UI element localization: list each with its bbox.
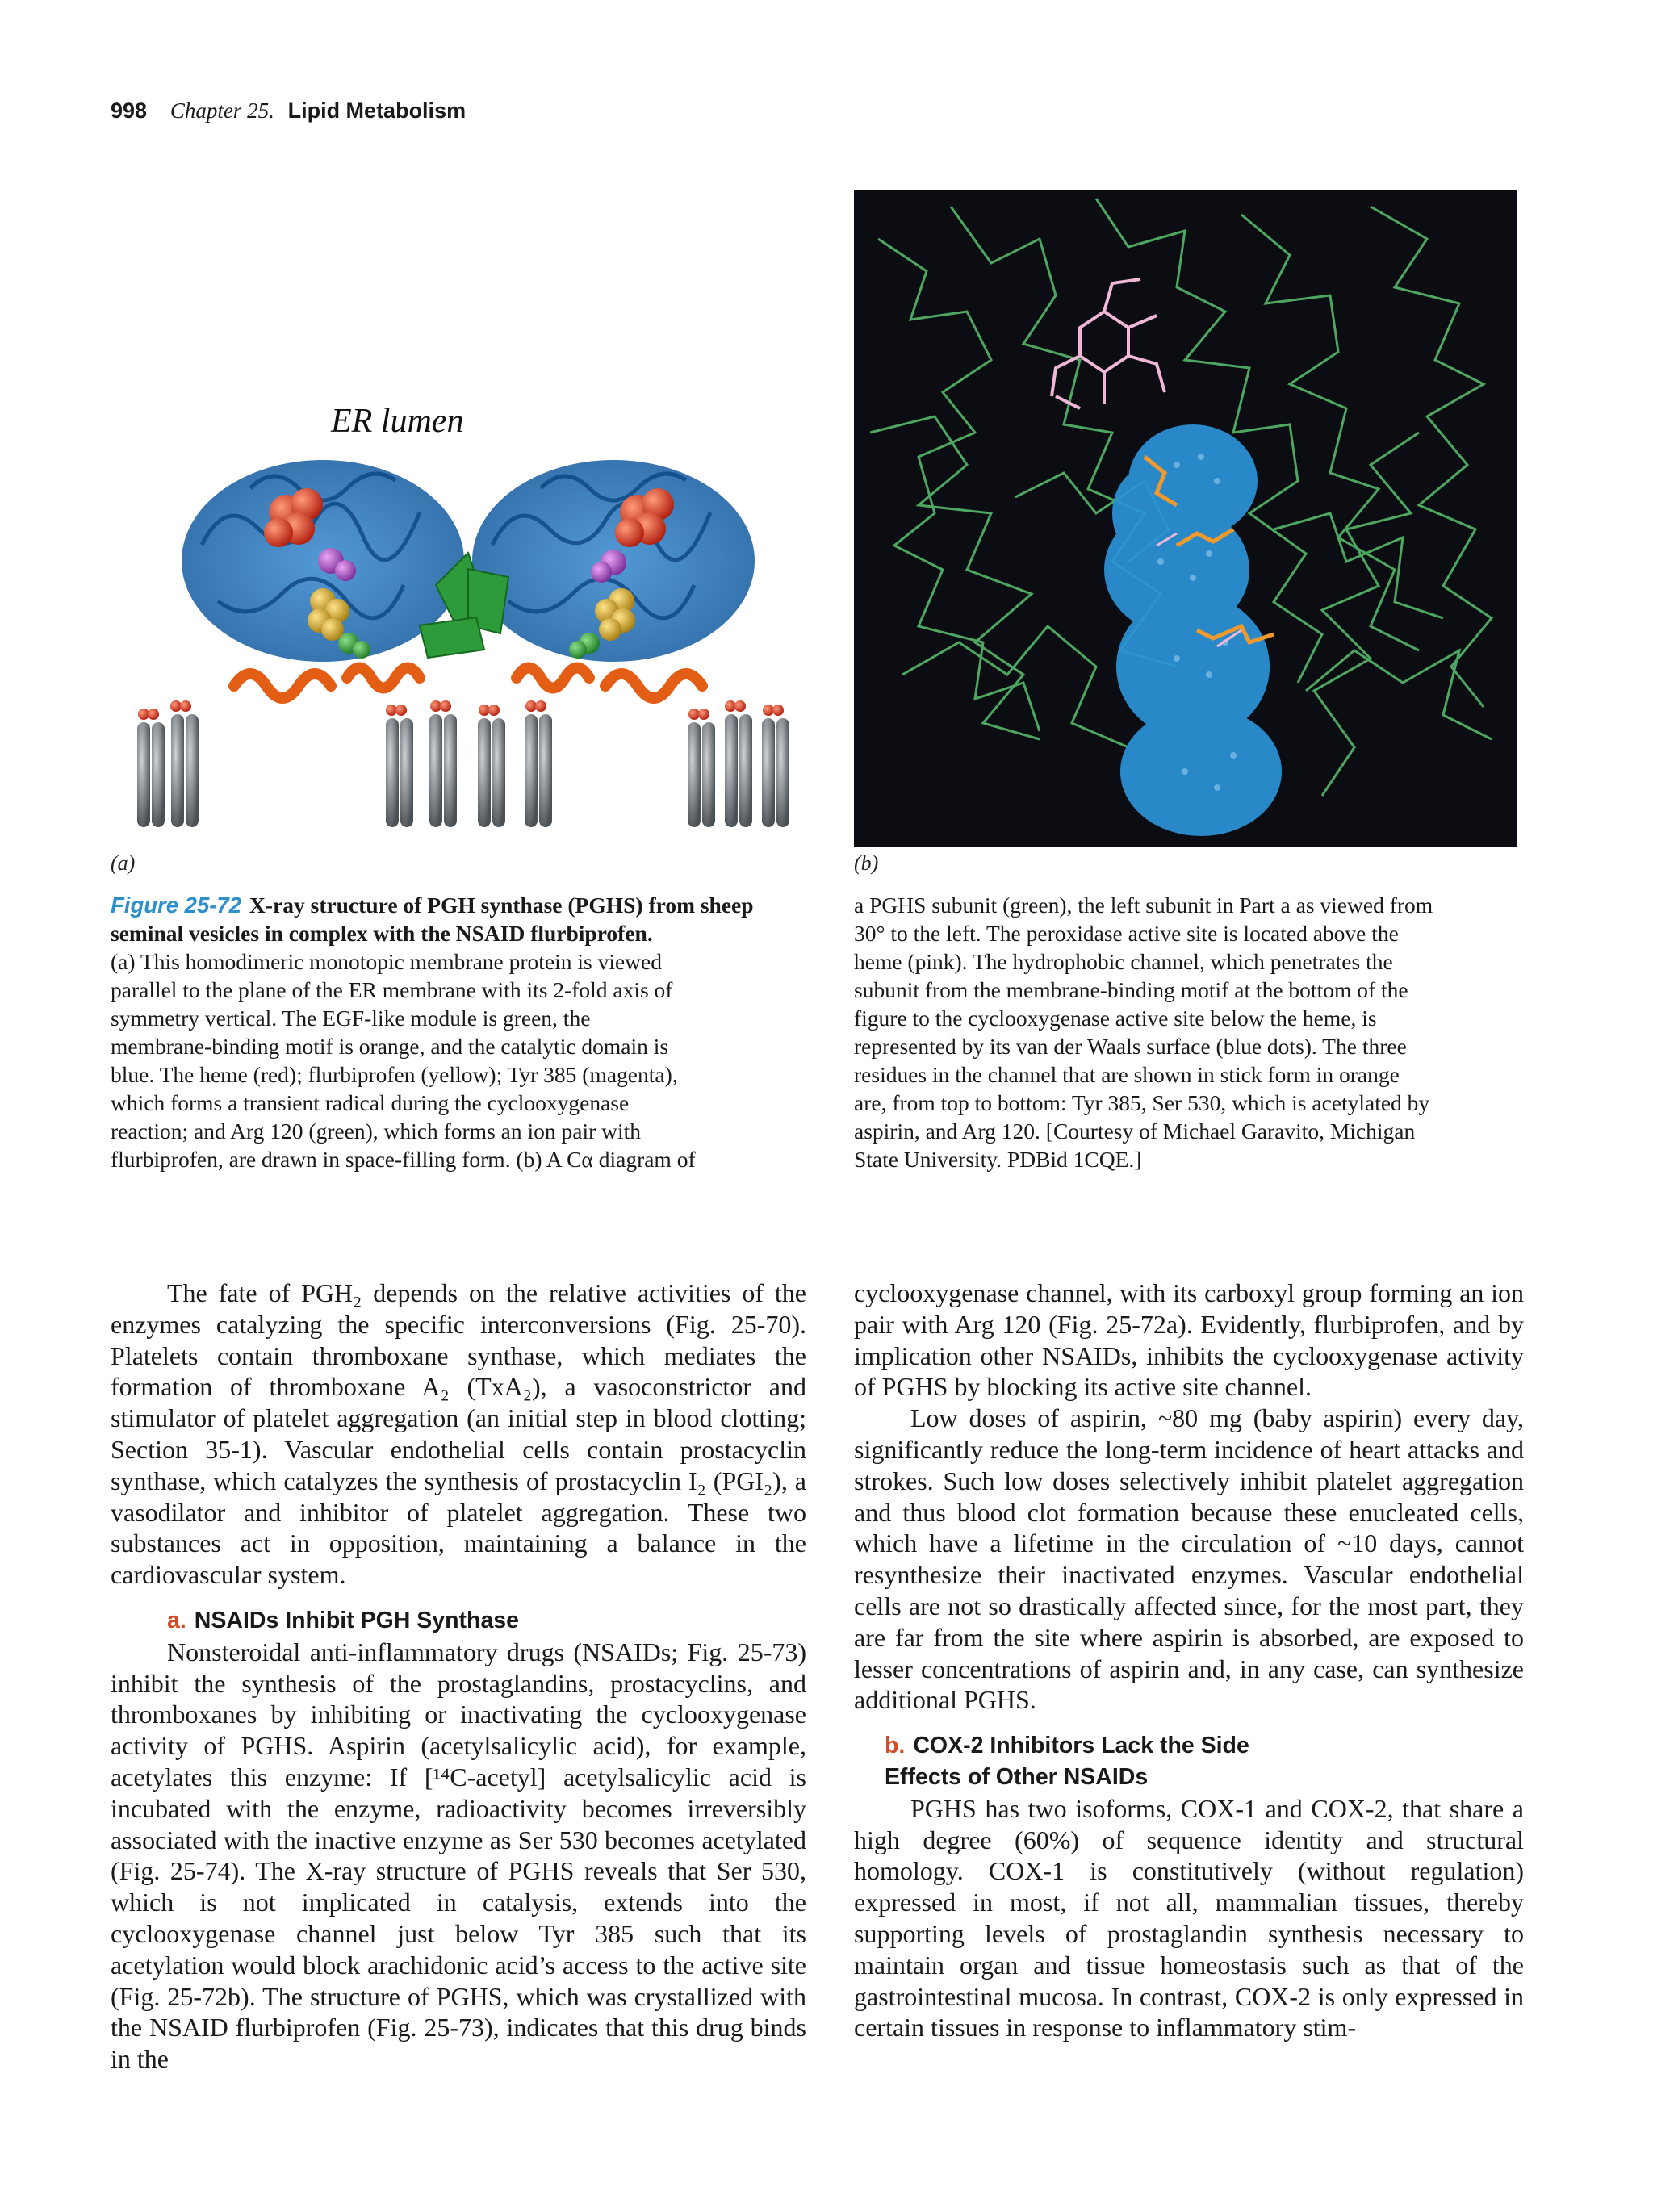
caption-line: flurbiprofen, are drawn in space-filling form. (b) A Cα diagram of bbox=[111, 1147, 696, 1172]
caption-line: parallel to the plane of the ER membrane with its 2-fold axis of bbox=[111, 977, 673, 1002]
panel-b-label: (b) bbox=[854, 851, 879, 875]
figure-caption-left bbox=[111, 891, 806, 1173]
caption-title: X-ray structure of PGH synthase (PGHS) from sheep seminal vesicles in complex with the NSAID flurbiprofen. bbox=[111, 893, 754, 946]
section-title: NSAIDs Inhibit PGH Synthase bbox=[194, 1607, 520, 1633]
figure-number: Figure 25-72 bbox=[111, 893, 242, 918]
paragraph-cox-isoforms: PGHS has two isoforms, COX-1 and COX-2, that share a high degree (60%) of sequence identity and structural homology. COX-1 is constitutively (without regulation) expressed in most, if not all, mammalian tissues, thereby supporting levels of prostaglandin synthesis necessary to maintain organ and tissue homeostasis such as that of the gastrointestinal mucosa. In contrast, COX-2 is only expressed in certain tissues in response to inflammatory stim- bbox=[854, 1793, 1524, 2043]
paragraph-low-dose-aspirin: Low doses of aspirin, ~80 mg (baby aspirin) every day, significantly reduce the long-term incidence of heart attacks and strokes. Such low doses selectively inhibit platelet aggregation and thus blood clot formation because these enucleated cells, which have a lifetime in the circulation of ~10 days, cannot resynthesize their inactivated enzymes. Vascular endothelial cells are not so drastically affected since, for the most part, they are far from the site where aspirin is absorbed, are exposed to lesser concentrations of aspirin and, in any case, can synthesize additional PGHS. bbox=[854, 1403, 1524, 1715]
caption-line: subunit from the membrane-binding motif at the bottom of the bbox=[854, 977, 1408, 1002]
body-column-right bbox=[854, 1277, 1524, 2043]
section-letter: b. bbox=[885, 1733, 906, 1759]
figure-panel-a-image bbox=[129, 383, 806, 835]
caption-line: (a) This homodimeric monotopic membrane protein is viewed bbox=[111, 949, 663, 974]
page-number: 998 bbox=[111, 98, 148, 123]
figure-panel-b-image bbox=[854, 190, 1517, 847]
section-heading-a bbox=[167, 1605, 806, 1637]
caption-line: blue. The heme (red); flurbiprofen (yellow); Tyr 385 (magenta), bbox=[111, 1062, 678, 1087]
caption-line: are, from top to bottom: Tyr 385, Ser 530, which is acetylated by bbox=[854, 1090, 1430, 1115]
body-column-left bbox=[111, 1277, 806, 2075]
caption-line: figure to the cyclooxygenase active site below the heme, is bbox=[854, 1006, 1377, 1031]
caption-line: 30° to the left. The peroxidase active site is located above the bbox=[854, 921, 1399, 946]
er-lumen-label: ER lumen bbox=[331, 403, 464, 440]
paragraph-nsaids: Nonsteroidal anti-inflammatory drugs (NSAIDs; Fig. 25-73) inhibit the synthesis of the prostaglandins, prostacyclins, and thromboxanes by inhibiting or inactivating the cyclooxygenase activity of PGHS. Aspirin (acetylsalicylic acid), for example, acetylates this enzyme: If [¹⁴C-acetyl] acetylsalicylic acid is incubated with the enzyme, radioactivity becomes irreversibly associated with the inactive enzyme as Ser 530 becomes acetylated (Fig. 25-74). The X-ray structure of PGHS reveals that Ser 530, which is not implicated in catalysis, extends into the cyclooxygenase channel just below Tyr 385 such that its acetylation would block arachidonic acid’s access to the active site (Fig. 25-72b). The structure of PGHS, which was crystallized with the NSAID flurbiprofen (Fig. 25-73), indicates that this drug binds in the bbox=[111, 1637, 806, 2074]
caption-line: a PGHS subunit (green), the left subunit in Part a as viewed from bbox=[854, 893, 1433, 918]
chapter-label: Chapter 25. bbox=[169, 98, 274, 123]
section-heading-b bbox=[885, 1730, 1524, 1793]
running-head bbox=[111, 98, 466, 123]
section-title-line1: COX-2 Inhibitors Lack the Side bbox=[913, 1733, 1249, 1759]
chapter-title: Lipid Metabolism bbox=[287, 98, 467, 123]
caption-line: heme (pink). The hydrophobic channel, which penetrates the bbox=[854, 949, 1393, 974]
caption-heading bbox=[111, 891, 806, 947]
pghs-dimer-ribbon-illustration bbox=[129, 383, 806, 835]
panel-a-label: (a) bbox=[111, 851, 136, 875]
membrane-lipids bbox=[137, 700, 789, 827]
caption-line: which forms a transient radical during the cyclooxygenase bbox=[111, 1090, 630, 1115]
paragraph-channel-continued: cyclooxygenase channel, with its carboxyl group forming an ion pair with Arg 120 (Fig. 25-72a). Evidently, flurbiprofen, and by implication other NSAIDs, inhibits the cyclooxygenase activity of PGHS by blocking its active site channel. bbox=[854, 1278, 1524, 1402]
paragraph-pgh2-fate: The fate of PGH₂ depends on the relative activities of the enzymes catalyzing the specific interconversions (Fig. 25-70). Platelets contain thromboxane synthase, which mediates the formation of thromboxane A₂ (TxA₂), a vasoconstrictor and stimulator of platelet aggregation (an initial step in blood clotting; Section 35-1). Vascular endothelial cells contain prostacyclin synthase, which catalyzes the synthesis of prostacyclin I₂ (PGI₂), a vasodilator and inhibitor of platelet aggregation. These two substances act in opposition, maintaining a balance in the cardiovascular system. bbox=[111, 1278, 806, 1590]
section-letter: a. bbox=[167, 1607, 186, 1633]
caption-line: membrane-binding motif is orange, and the catalytic domain is bbox=[111, 1034, 669, 1059]
caption-line: symmetry vertical. The EGF-like module is green, the bbox=[111, 1006, 591, 1031]
channel-vdw-surface bbox=[1104, 424, 1282, 836]
calpha-trace-illustration bbox=[854, 190, 1517, 847]
caption-line: aspirin, and Arg 120. [Courtesy of Michael Garavito, Michigan bbox=[854, 1119, 1416, 1144]
caption-line: residues in the channel that are shown in stick form in orange bbox=[854, 1062, 1400, 1087]
caption-line: State University. PDBid 1CQE.] bbox=[854, 1147, 1142, 1172]
caption-line: represented by its van der Waals surface (blue dots). The three bbox=[854, 1034, 1407, 1059]
caption-line: reaction; and Arg 120 (green), which forms an ion pair with bbox=[111, 1119, 642, 1144]
figure-caption-right bbox=[854, 891, 1524, 1173]
section-title-line2: Effects of Other NSAIDs bbox=[885, 1763, 1149, 1790]
